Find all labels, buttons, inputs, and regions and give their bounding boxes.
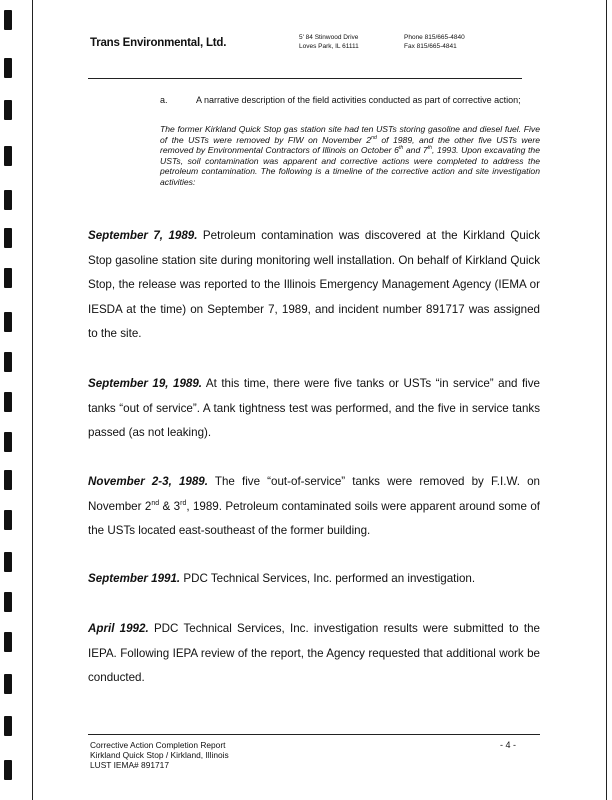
- footer-incident: LUST IEMA# 891717: [90, 760, 169, 770]
- narrative-text: The former Kirkland Quick Stop gas station site had ten USTs storing gasoline and diesel fuel. Five of the USTs were removed by FIW on November 2: [160, 124, 540, 145]
- binder-hole: [4, 760, 12, 780]
- timeline-date: September 7, 1989.: [88, 229, 198, 242]
- timeline-text: PDC Technical Services, Inc. investigation results were submitted to the IEPA. Following IEPA review of the report, the Agency requested that additional work be conducted.: [88, 622, 540, 684]
- ordinal-suffix: nd: [151, 499, 160, 507]
- page-number: - 4 -: [500, 740, 517, 750]
- timeline-text: & 3: [159, 499, 181, 513]
- narrative-text: of 1989, and the other five USTs were removed by Environmental Contractors of Illinois on October 6: [160, 134, 541, 156]
- binder-hole: [4, 432, 12, 452]
- binder-hole: [4, 552, 12, 572]
- footer-site: Kirkland Quick Stop / Kirkland, Illinois: [90, 750, 229, 760]
- page-edge-left: [32, 0, 33, 800]
- binder-holes: [4, 0, 12, 800]
- footer-report-title: Corrective Action Completion Report: [90, 740, 226, 750]
- timeline-date: September 19, 1989.: [88, 377, 203, 390]
- timeline-entry: [88, 224, 540, 347]
- binder-hole: [4, 392, 12, 412]
- timeline-text: , 1989. Petroleum contaminated soils were apparent around some of the USTs located east-southeast of the former building.: [88, 499, 540, 537]
- binder-hole: [4, 268, 12, 288]
- binder-hole: [4, 228, 12, 248]
- binder-hole: [4, 674, 12, 694]
- ordinal-suffix: th: [398, 145, 404, 152]
- binder-hole: [4, 100, 12, 120]
- narrative-paragraph: [160, 124, 540, 188]
- binder-hole: [4, 510, 12, 530]
- address-line-2: Loves Park, IL 61111: [299, 43, 359, 50]
- timeline-date: April 1992.: [88, 622, 149, 635]
- binder-hole: [4, 592, 12, 612]
- timeline-entry: [88, 470, 540, 544]
- footer-info: [90, 740, 229, 770]
- page-edge-right: [606, 0, 607, 800]
- timeline-text: PDC Technical Services, Inc. performed an investigation.: [180, 572, 476, 585]
- timeline-entry: [88, 617, 540, 691]
- phone-number: Phone 815/665-4840: [404, 34, 465, 41]
- timeline-entry: [88, 372, 540, 446]
- binder-hole: [4, 632, 12, 652]
- binder-hole: [4, 146, 12, 166]
- timeline-text: At this time, there were five tanks or USTs “in service” and five tanks “out of service”. A tank tightness test was performed, and the five in service tanks passed (as not leaking).: [88, 377, 540, 439]
- binder-hole: [4, 10, 12, 30]
- footer-divider: [88, 734, 540, 735]
- company-name: Trans Environmental, Ltd.: [90, 37, 227, 49]
- ordinal-suffix: th: [427, 145, 432, 152]
- ordinal-suffix: rd: [180, 499, 187, 507]
- narrative-text: , 1993. Upon excavating the USTs, soil contamination was apparent and corrective actions were completed to address the petroleum contamination. The following is a timeline of the corrective action and site investigation activities:: [160, 145, 540, 187]
- timeline-text: Petroleum contamination was discovered at the Kirkland Quick Stop gasoline station site during monitoring well installation. On behalf of Kirkland Quick Stop, the release was reported to the Illinois Emergency Management Agency (IEMA or IESDA at the time) on September 7, 1989, and incident number 891717 was assigned to the site.: [88, 229, 540, 340]
- binder-hole: [4, 58, 12, 78]
- header-divider: [88, 78, 522, 79]
- binder-hole: [4, 352, 12, 372]
- binder-hole: [4, 716, 12, 736]
- binder-hole: [4, 190, 12, 210]
- binder-hole: [4, 470, 12, 490]
- fax-number: Fax 815/665-4841: [404, 43, 457, 50]
- ordinal-suffix: nd: [371, 134, 377, 141]
- address-line-1: 5' 84 Stinwood Drive: [299, 34, 359, 41]
- item-a-text: A narrative description of the field activities conducted as part of corrective action;: [196, 95, 521, 105]
- narrative-text: and 7: [403, 145, 428, 156]
- timeline-date: November 2-3, 1989.: [88, 475, 208, 488]
- timeline-date: September 1991.: [88, 572, 181, 585]
- timeline-entry: [88, 567, 540, 592]
- company-address: [299, 33, 359, 51]
- company-contact: [404, 33, 465, 51]
- item-a-label: a.: [160, 95, 168, 105]
- binder-hole: [4, 312, 12, 332]
- timeline-text: The five “out-of-service” tanks were removed by F.I.W. on November 2: [88, 475, 540, 513]
